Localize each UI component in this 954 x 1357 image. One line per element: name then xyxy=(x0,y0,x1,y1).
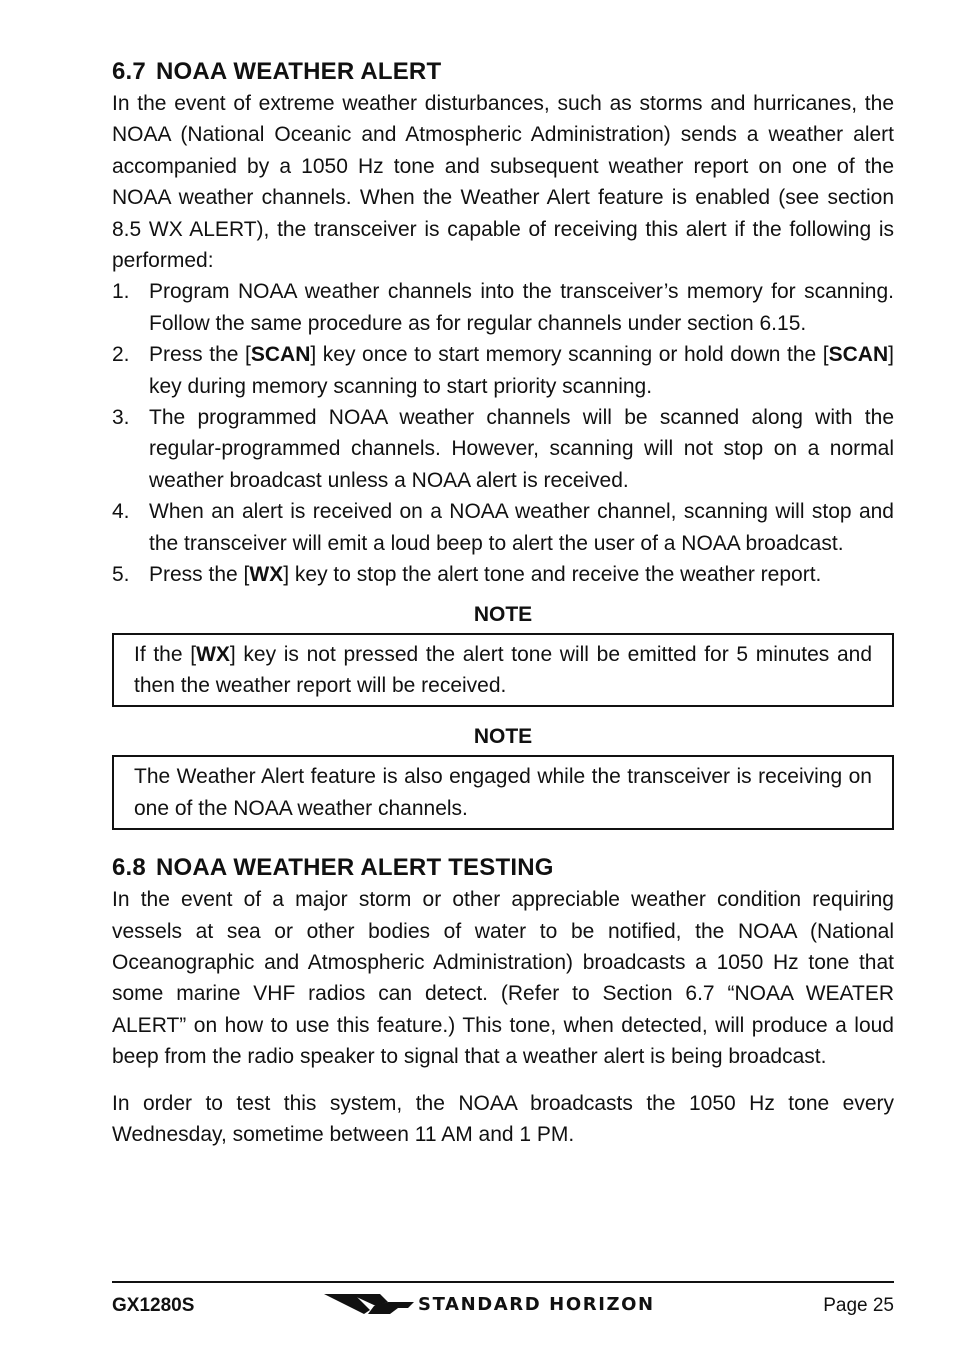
procedure-step xyxy=(112,276,894,339)
step-text xyxy=(149,343,894,397)
section-paragraph: In the event of a major storm or other appreciable weather condition requiring vessels at sea or other bodies of water to be notified, the NOAA (National Oceanographic and Atmospheric Administration) broadcasts a 1050 Hz tone that some marine VHF radios can detect. (Refer to Section 6.7 “NOAA WEATER ALERT” on how to use this feature.) This tone, when detected, will produce a loud beep from the radio speaker to signal that a weather alert is being broadcast. xyxy=(112,888,894,1069)
section-paragraph: In order to test this system, the NOAA broadcasts the 1050 Hz tone every Wednesday, sometime between 11 AM and 1 PM. xyxy=(112,1091,894,1146)
section-intro: In the event of extreme weather disturbances, such as storms and hurricanes, the NOAA (National Oceanic and Atmospheric Administration) sends a weather alert accompanied by a 1050 Hz tone and subsequent weather report on one of the NOAA weather channels. When the Weather Alert feature is enabled (see section 8.5 WX ALERT), the transceiver is capable of receiving this alert if the following is performed: xyxy=(112,92,894,273)
model-name: GX1280S xyxy=(112,1295,195,1316)
brand-mark-icon xyxy=(324,1292,414,1316)
section-number: 6.8 xyxy=(112,854,146,882)
note-box: The Weather Alert feature is also engaged while the transceiver is receiving on one of the NOAA weather channels. xyxy=(112,755,894,830)
procedure-step xyxy=(112,402,894,496)
step-text xyxy=(149,563,821,586)
manual-page xyxy=(112,56,894,1150)
step-number: 5. xyxy=(112,563,130,587)
section-title: NOAA WEATHER ALERT TESTING xyxy=(155,854,554,882)
note-text-part: ] key is not pressed the alert tone will be emitted for 5 minutes and then the weather report will be received. xyxy=(134,642,872,697)
section-title: NOAA WEATHER ALERT xyxy=(155,58,442,85)
scan-key-label: SCAN xyxy=(828,343,889,367)
step-text-part: Press the [ xyxy=(149,563,250,587)
section-number: 6.7 xyxy=(112,58,146,85)
wx-key-label: WX xyxy=(196,642,230,666)
note-box xyxy=(112,633,894,708)
brand-logo xyxy=(324,1292,684,1318)
note-title: NOTE xyxy=(473,602,533,626)
step-text-part: Press the [ xyxy=(149,343,251,367)
step-number: 2. xyxy=(112,343,130,367)
step-number: 1. xyxy=(112,280,130,304)
brand-name: STANDARD HORIZON xyxy=(418,1294,655,1315)
page-footer xyxy=(112,1281,894,1316)
procedure-step xyxy=(112,496,894,559)
note-text-part: If the [ xyxy=(134,642,197,666)
section-heading-6-7 xyxy=(112,56,894,88)
step-text-part: ] key during memory scanning to start priority scanning. xyxy=(149,343,894,398)
step-text: Program NOAA weather channels into the transceiver’s memory for scanning. Follow the same procedure as for regular channels under section 6.15. xyxy=(149,280,894,335)
scan-key-label: SCAN xyxy=(250,343,311,367)
page-number: Page 25 xyxy=(823,1295,894,1316)
procedure-list xyxy=(112,276,894,590)
step-text: When an alert is received on a NOAA weather channel, scanning will stop and the transceiver will emit a loud beep to alert the user of a NOAA broadcast. xyxy=(149,500,894,555)
step-number: 4. xyxy=(112,500,130,524)
step-text-part: ] key once to start memory scanning or hold down the [ xyxy=(310,343,829,367)
step-text: The programmed NOAA weather channels will be scanned along with the regular-programmed channels. However, scanning will not stop on a normal weather broadcast unless a NOAA alert is received. xyxy=(149,406,894,492)
step-number: 3. xyxy=(112,406,130,430)
section-heading-6-8 xyxy=(112,852,894,884)
wx-key-label: WX xyxy=(249,563,284,587)
step-text-part: ] key to stop the alert tone and receive the weather report. xyxy=(283,563,822,587)
procedure-step xyxy=(112,339,894,402)
note-title: NOTE xyxy=(473,725,533,749)
procedure-step xyxy=(112,559,894,590)
